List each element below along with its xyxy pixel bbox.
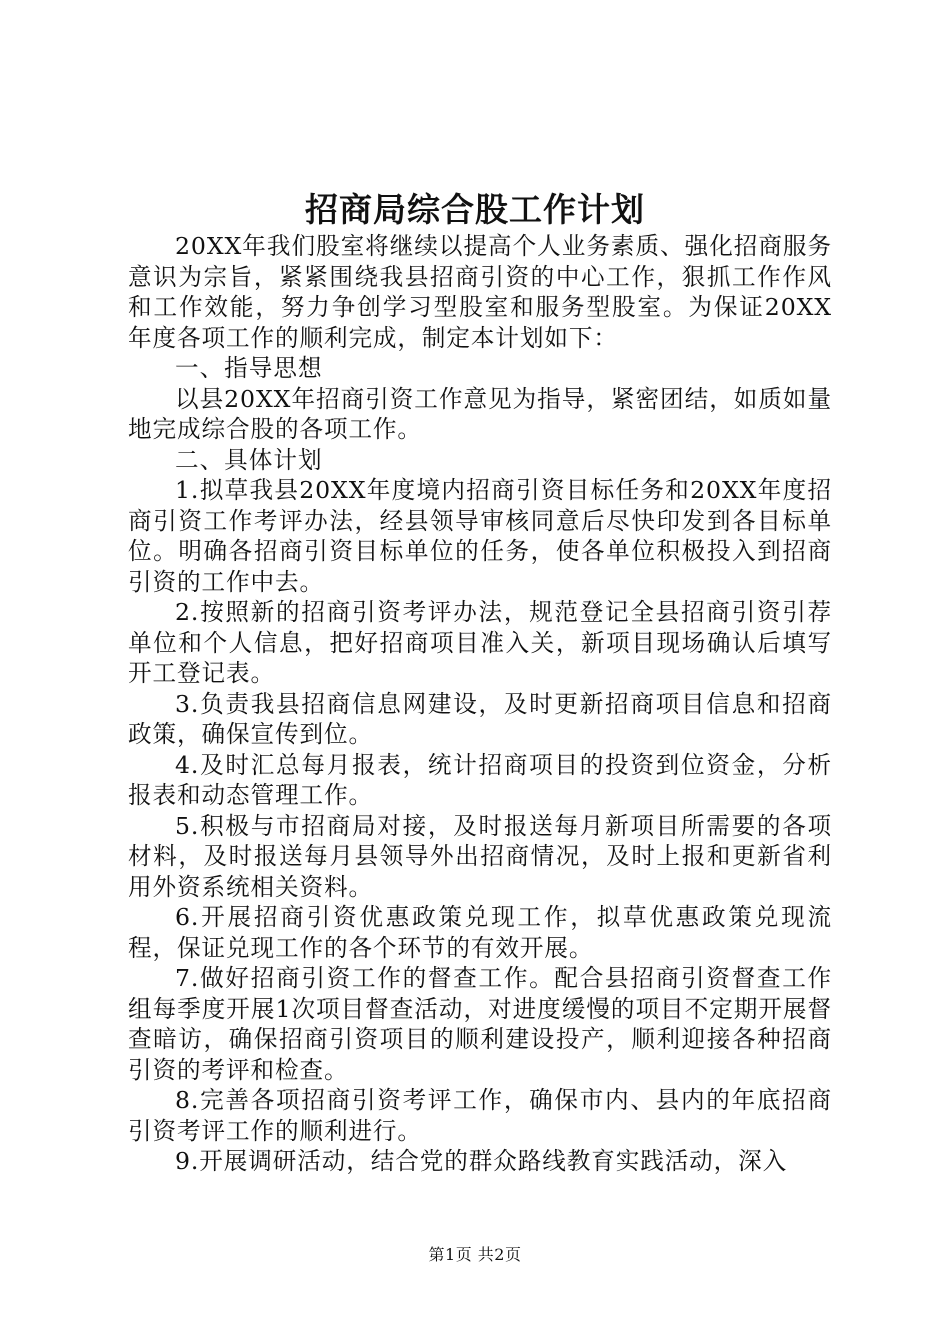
plan-item-3: 3.负责我县招商信息网建设，及时更新招商项目信息和招商政策，确保宣传到位。	[128, 689, 832, 748]
section-heading-specific-plan: 二、具体计划	[175, 445, 323, 474]
plan-item-1: 1.拟草我县20XX年度境内招商引资目标任务和20XX年度招商引资工作考评办法，经县领导审核同意后尽快印发到各目标单位。明确各招商引资目标单位的任务，使各单位积极投入到招商引资的工作中去。	[128, 476, 832, 596]
guiding-thought-paragraph: 以县20XX年招商引资工作意见为指导，紧密团结，如质如量地完成综合股的各项工作。	[128, 384, 832, 443]
intro-paragraph: 20XX年我们股室将继续以提高个人业务素质、强化招商服务意识为宗旨，紧紧围绕我县招商引资的中心工作，狠抓工作作风和工作效能，努力争创学习型股室和服务型股室。为保证20XX年度各项工作的顺利完成，制定本计划如下：	[128, 232, 832, 352]
section-heading-guiding-thought: 一、指导思想	[175, 354, 323, 382]
plan-item-6: 6.开展招商引资优惠政策兑现工作，拟草优惠政策兑现流程，保证兑现工作的各个环节的有效开展。	[128, 903, 832, 962]
plan-item-7: 7.做好招商引资工作的督查工作。配合县招商引资督查工作组每季度开展1次项目督查活动，对进度缓慢的项目不定期开展督查暗访，确保招商引资项目的顺利建设投产，顺利迎接各种招商引资的考评和检查。	[128, 964, 832, 1084]
plan-item-4: 4.及时汇总每月报表，统计招商项目的投资到位资金，分析报表和动态管理工作。	[128, 750, 832, 809]
plan-item-8: 8.完善各项招商引资考评工作，确保市内、县内的年底招商引资考评工作的顺利进行。	[128, 1086, 832, 1145]
page-footer: 第1页 共2页	[428, 1245, 522, 1264]
document-body	[128, 231, 832, 1177]
plan-item-2: 2.按照新的招商引资考评办法，规范登记全县招商引资引荐单位和个人信息，把好招商项目准入关，新项目现场确认后填写开工登记表。	[128, 598, 832, 687]
plan-item-9: 9.开展调研活动，结合党的群众路线教育实践活动，深入	[175, 1147, 788, 1175]
document-title: 招商局综合股工作计划	[305, 190, 645, 229]
plan-item-5: 5.积极与市招商局对接，及时报送每月新项目所需要的各项材料，及时报送每月县领导外出招商情况，及时上报和更新省利用外资系统相关资料。	[128, 811, 832, 901]
